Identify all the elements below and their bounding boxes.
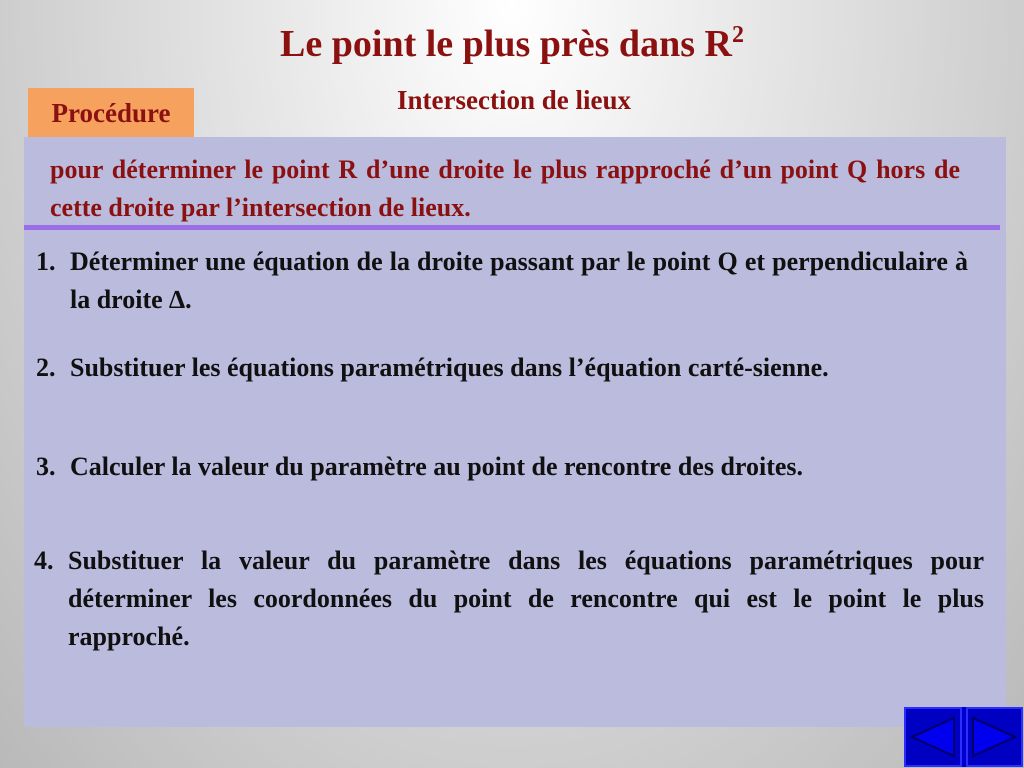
step-text: Déterminer une équation de la droite passant par le point Q et perpendiculaire à la droite ∆. — [70, 247, 968, 314]
slide-title — [0, 22, 1024, 66]
navigation-controls — [904, 707, 1023, 767]
step-text: Substituer les équations paramétriques dans l’équation carté-sienne. — [70, 353, 829, 382]
triangle-right-icon — [969, 714, 1019, 760]
divider-line — [24, 225, 1000, 230]
step-text: Substituer la valeur du paramètre dans les équations paramétriques pour déterminer les coordonnées du point de rencontre qui est le point le plus rapproché. — [68, 546, 984, 651]
content-panel — [24, 137, 1006, 727]
step-1 — [36, 243, 968, 319]
previous-slide-button[interactable] — [904, 707, 962, 767]
step-4 — [34, 542, 984, 656]
step-2 — [36, 349, 968, 387]
step-number: 1. — [36, 247, 56, 276]
step-number: 4. — [34, 546, 54, 575]
procedure-intro: pour déterminer le point R d’une droite le plus rapproché d’un point Q hors de cette droite par l’intersection de lieux. — [50, 155, 960, 222]
next-slide-button[interactable] — [966, 707, 1024, 767]
step-number: 3. — [36, 452, 56, 481]
triangle-left-icon — [908, 714, 958, 760]
step-3 — [36, 448, 976, 486]
slide-title-superscript: 2 — [731, 22, 744, 48]
step-text: Calculer la valeur du paramètre au point de rencontre des droites. — [70, 452, 804, 481]
procedure-badge: Procédure — [28, 88, 194, 138]
slide-subtitle: Intersection de lieux — [397, 85, 631, 115]
step-number: 2. — [36, 353, 56, 382]
slide-title-text: Le point le plus près dans R — [280, 23, 732, 65]
